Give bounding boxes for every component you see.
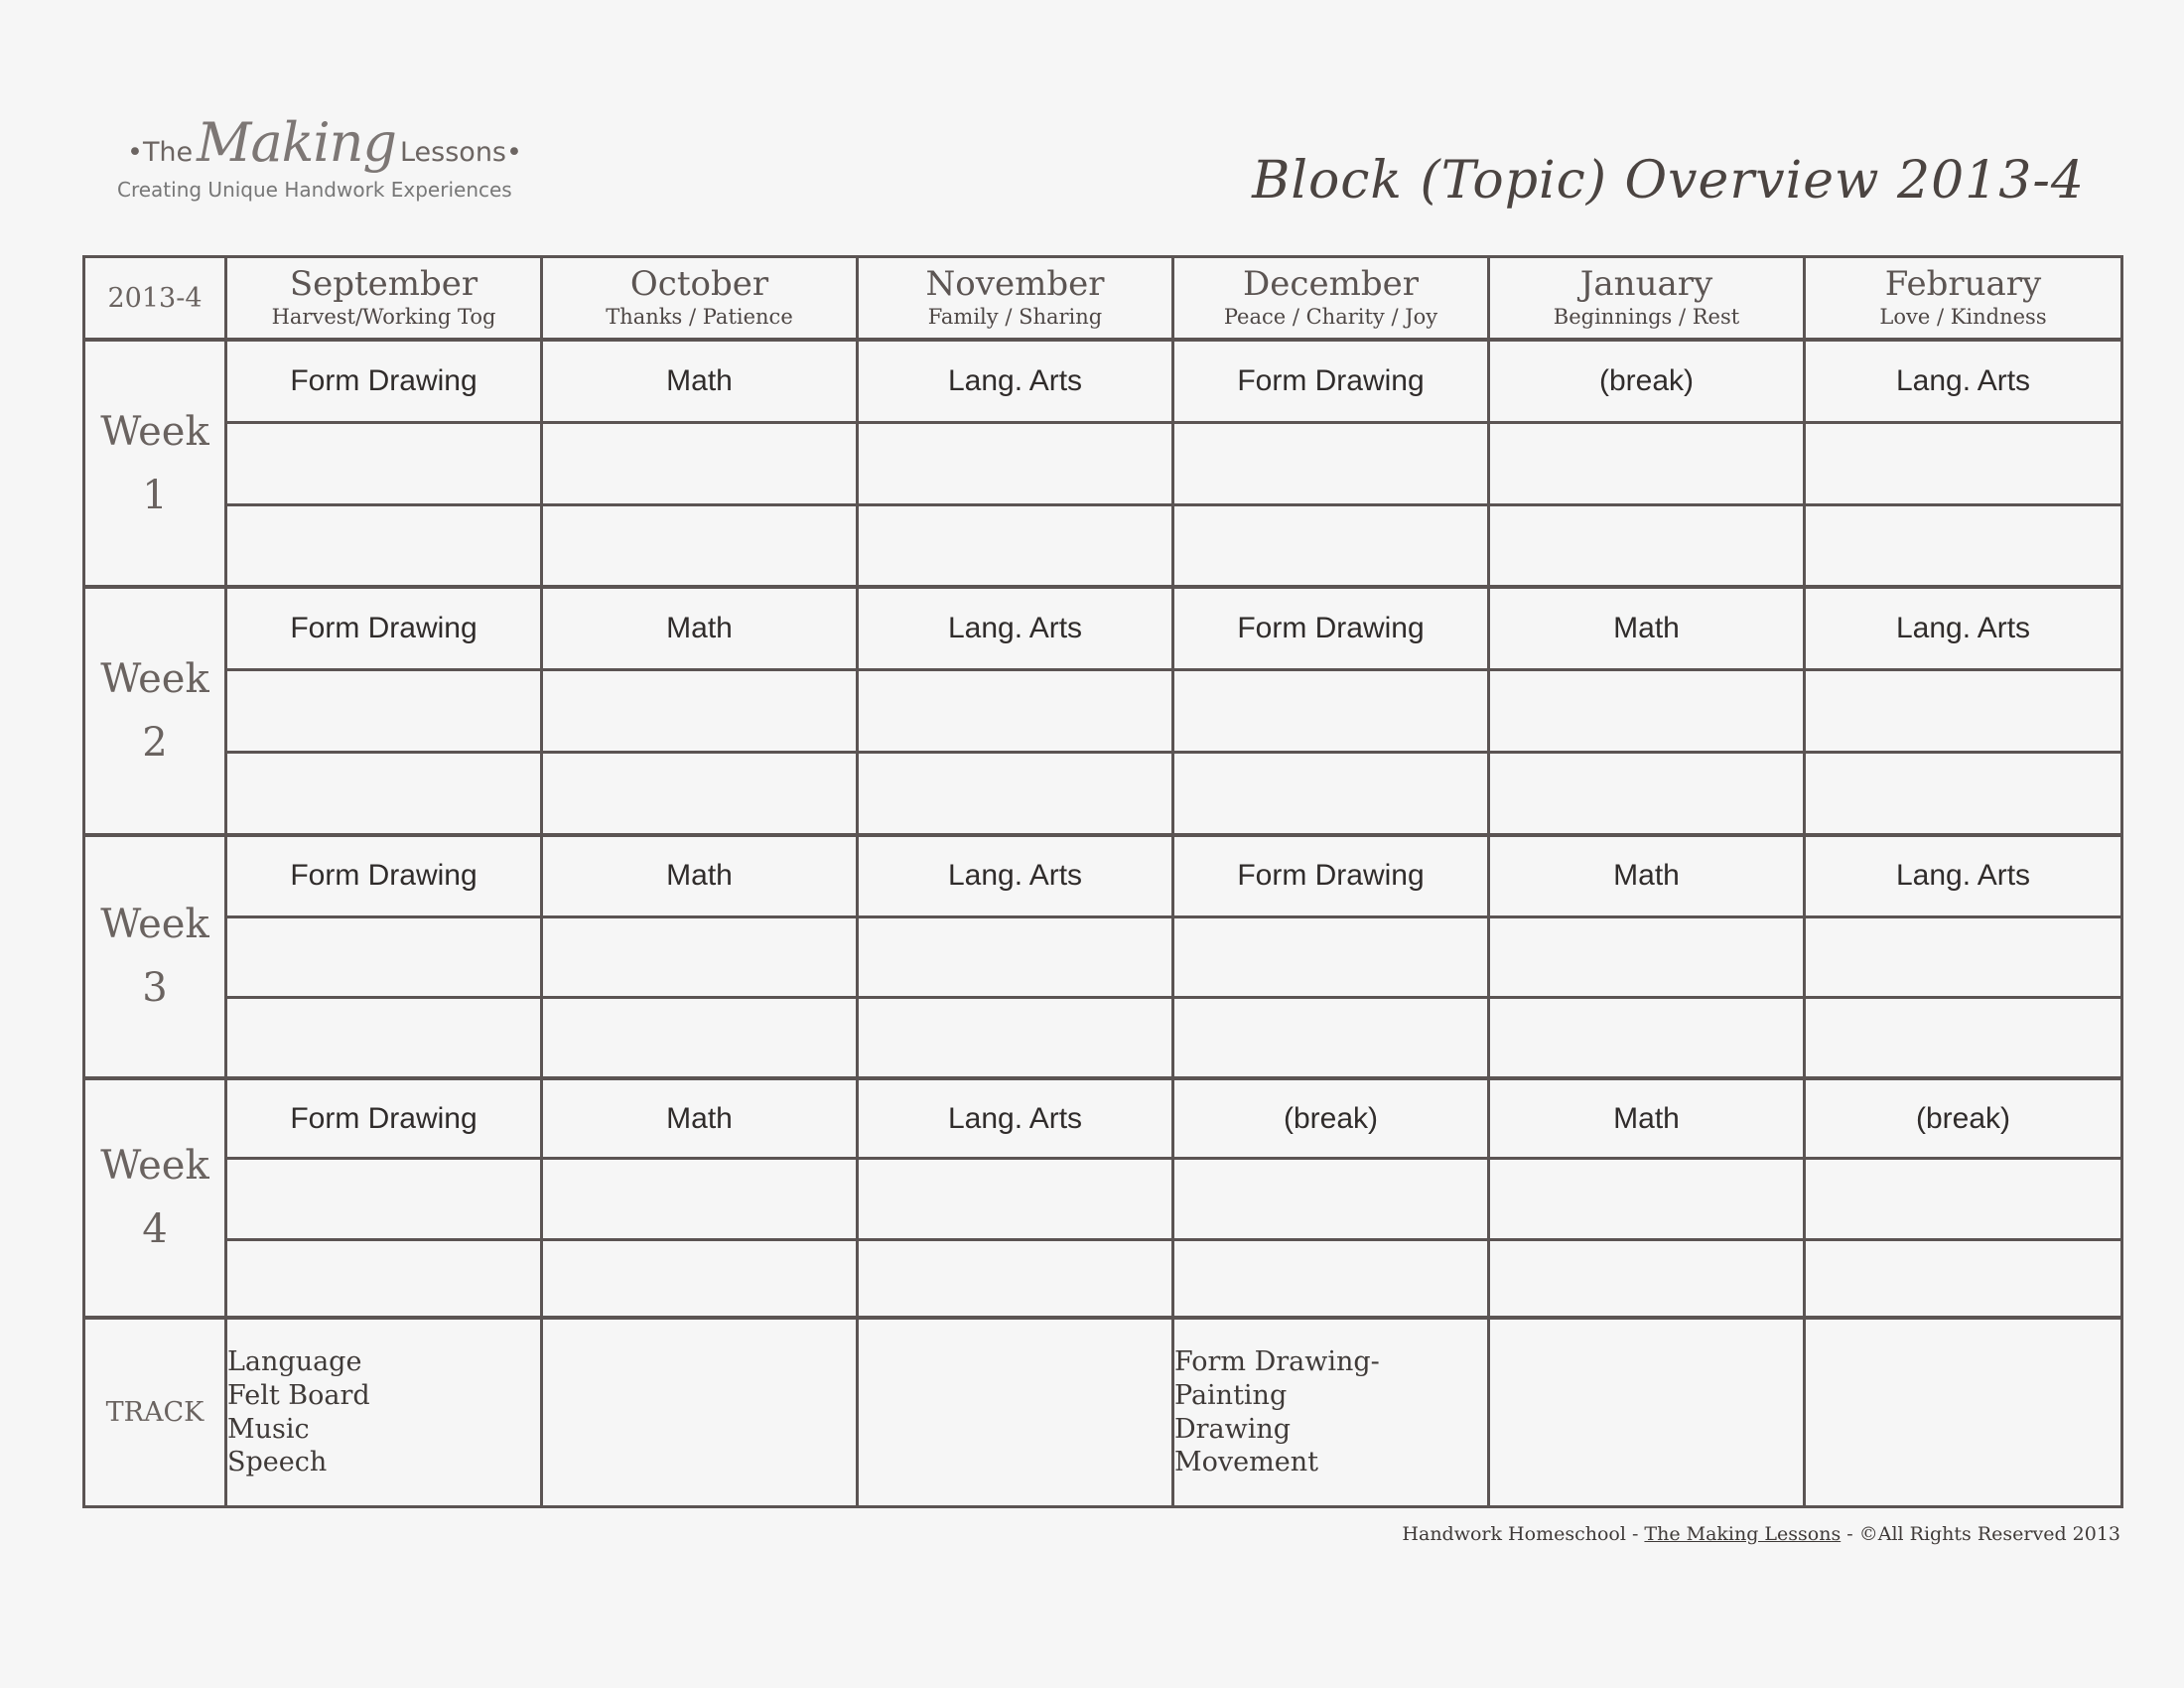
topic-cell: Math — [1489, 1078, 1805, 1159]
week-number: 3 — [142, 965, 168, 1012]
logo-dot-right: • — [506, 137, 522, 168]
blank-cell — [1805, 917, 2122, 998]
week-word: Week — [100, 408, 209, 455]
blank-cell — [1489, 669, 1805, 752]
blank-cell — [226, 998, 542, 1078]
week-row-blank — [84, 1239, 2122, 1318]
blank-cell — [1489, 504, 1805, 587]
track-item: Language — [227, 1346, 362, 1378]
logo — [117, 111, 524, 202]
week-word: Week — [100, 655, 209, 702]
blank-cell — [1489, 1239, 1805, 1318]
blank-cell — [542, 998, 858, 1078]
blank-cell — [226, 917, 542, 998]
topic-cell: (break) — [1805, 1078, 2122, 1159]
topic-cell: Form Drawing — [226, 1078, 542, 1159]
blank-cell — [1805, 752, 2122, 834]
blank-cell — [542, 1159, 858, 1239]
blank-cell — [1489, 752, 1805, 834]
week-row-blank — [84, 752, 2122, 834]
blank-cell — [1173, 1239, 1489, 1318]
footer — [1402, 1523, 2120, 1545]
month-header — [1489, 257, 1805, 341]
logo-tagline: Creating Unique Handwork Experiences — [117, 178, 512, 202]
blank-cell — [542, 1239, 858, 1318]
week-row-blank — [84, 998, 2122, 1078]
week-label — [84, 835, 226, 1078]
topic-cell: Math — [542, 835, 858, 917]
month-theme: Peace / Charity / Joy — [1223, 304, 1438, 329]
page-title: Block (Topic) Overview 2013-4 — [1252, 151, 2085, 211]
blank-cell — [1173, 917, 1489, 998]
topic-cell: Lang. Arts — [858, 587, 1173, 669]
track-cell-december — [1173, 1318, 1489, 1506]
blank-cell — [1489, 998, 1805, 1078]
blank-cell — [858, 669, 1173, 752]
month-name: January — [1579, 264, 1713, 305]
blank-cell — [226, 422, 542, 504]
blank-cell — [858, 917, 1173, 998]
topic-cell: (break) — [1489, 340, 1805, 422]
blank-cell — [1489, 422, 1805, 504]
month-theme: Family / Sharing — [927, 304, 1103, 329]
corner-cell — [84, 257, 226, 341]
track-item: Felt Board — [227, 1379, 370, 1411]
week-row-main — [84, 1078, 2122, 1159]
month-header — [1805, 257, 2122, 341]
month-header — [858, 257, 1173, 341]
footer-suffix: - ©All Rights Reserved 2013 — [1841, 1523, 2120, 1545]
week-row-blank — [84, 422, 2122, 504]
month-name: September — [289, 264, 478, 305]
topic-cell: Lang. Arts — [1805, 835, 2122, 917]
week-word: Week — [100, 1143, 209, 1190]
track-cell-september — [226, 1318, 542, 1506]
topic-cell: Form Drawing — [226, 340, 542, 422]
blank-cell — [1173, 752, 1489, 834]
blank-cell — [1805, 1239, 2122, 1318]
month-header — [226, 257, 542, 341]
blank-cell — [1173, 1159, 1489, 1239]
header-row — [84, 257, 2122, 341]
blank-cell — [858, 1159, 1173, 1239]
topic-cell: Math — [542, 1078, 858, 1159]
topic-cell: Lang. Arts — [858, 340, 1173, 422]
week-row-blank — [84, 504, 2122, 587]
blank-cell — [1805, 998, 2122, 1078]
topic-cell: Math — [1489, 587, 1805, 669]
month-name: October — [629, 264, 769, 305]
blank-cell — [1173, 998, 1489, 1078]
topic-cell: Lang. Arts — [1805, 587, 2122, 669]
topic-cell: Lang. Arts — [858, 835, 1173, 917]
topic-cell: Lang. Arts — [1805, 340, 2122, 422]
blank-cell — [1489, 1159, 1805, 1239]
topic-cell: Form Drawing — [226, 835, 542, 917]
week-row-blank — [84, 917, 2122, 998]
week-row-blank — [84, 1159, 2122, 1239]
track-item: Speech — [227, 1447, 328, 1478]
blank-cell — [1805, 669, 2122, 752]
topic-cell: Form Drawing — [1173, 340, 1489, 422]
blank-cell — [858, 1239, 1173, 1318]
logo-wordmark — [127, 111, 524, 174]
blank-cell — [1173, 504, 1489, 587]
track-row — [84, 1318, 2122, 1506]
track-cell-january — [1489, 1318, 1805, 1506]
blank-cell — [226, 752, 542, 834]
week-number: 2 — [142, 719, 168, 766]
track-label: TRACK — [84, 1318, 226, 1506]
track-item: Painting — [1174, 1379, 1288, 1411]
logo-script: Making — [197, 111, 396, 174]
blank-cell — [226, 504, 542, 587]
track-cell-november — [858, 1318, 1173, 1506]
topic-cell: Form Drawing — [1173, 587, 1489, 669]
topic-cell: Math — [1489, 835, 1805, 917]
track-item: Music — [227, 1413, 310, 1445]
topic-cell: Math — [542, 340, 858, 422]
blank-cell — [542, 669, 858, 752]
week-number: 1 — [142, 472, 168, 518]
corner-label: 2013-4 — [107, 282, 203, 314]
week-row-main — [84, 587, 2122, 669]
blank-cell — [858, 752, 1173, 834]
blank-cell — [858, 422, 1173, 504]
topic-cell: (break) — [1173, 1078, 1489, 1159]
month-name: February — [1884, 264, 2042, 305]
footer-link[interactable]: The Making Lessons — [1644, 1523, 1842, 1545]
blank-cell — [1489, 917, 1805, 998]
month-header — [542, 257, 858, 341]
track-item: Form Drawing- — [1174, 1346, 1380, 1378]
blank-cell — [858, 504, 1173, 587]
blank-cell — [226, 669, 542, 752]
topic-cell: Form Drawing — [226, 587, 542, 669]
week-word: Week — [100, 902, 209, 948]
topic-cell: Form Drawing — [1173, 835, 1489, 917]
week-row-main — [84, 835, 2122, 917]
logo-the: The — [142, 137, 194, 168]
blank-cell — [1805, 1159, 2122, 1239]
logo-lessons: Lessons — [399, 137, 506, 168]
week-row-blank — [84, 669, 2122, 752]
blank-cell — [226, 1159, 542, 1239]
month-theme: Beginnings / Rest — [1553, 304, 1740, 329]
track-cell-february — [1805, 1318, 2122, 1506]
blank-cell — [542, 752, 858, 834]
week-label — [84, 587, 226, 834]
blank-cell — [542, 504, 858, 587]
week-row-main — [84, 340, 2122, 422]
week-number: 4 — [142, 1206, 168, 1253]
blank-cell — [1805, 504, 2122, 587]
topic-cell: Math — [542, 587, 858, 669]
track-item: Movement — [1174, 1447, 1318, 1478]
track-item: Drawing — [1174, 1413, 1292, 1445]
month-name: December — [1243, 264, 1419, 305]
month-name: November — [925, 264, 1105, 305]
blank-cell — [1173, 422, 1489, 504]
footer-prefix: Handwork Homeschool - — [1402, 1523, 1645, 1545]
logo-dot-left: • — [127, 137, 143, 168]
blank-cell — [542, 422, 858, 504]
month-theme: Love / Kindness — [1879, 304, 2047, 329]
blank-cell — [542, 917, 858, 998]
week-label — [84, 340, 226, 587]
topic-cell: Lang. Arts — [858, 1078, 1173, 1159]
blank-cell — [1805, 422, 2122, 504]
blank-cell — [858, 998, 1173, 1078]
blank-cell — [226, 1239, 542, 1318]
week-label — [84, 1078, 226, 1318]
month-theme: Thanks / Patience — [606, 304, 793, 329]
track-cell-october — [542, 1318, 858, 1506]
overview-table — [82, 255, 2123, 1508]
blank-cell — [1173, 669, 1489, 752]
month-header — [1173, 257, 1489, 341]
month-theme: Harvest/Working Tog — [271, 304, 496, 329]
